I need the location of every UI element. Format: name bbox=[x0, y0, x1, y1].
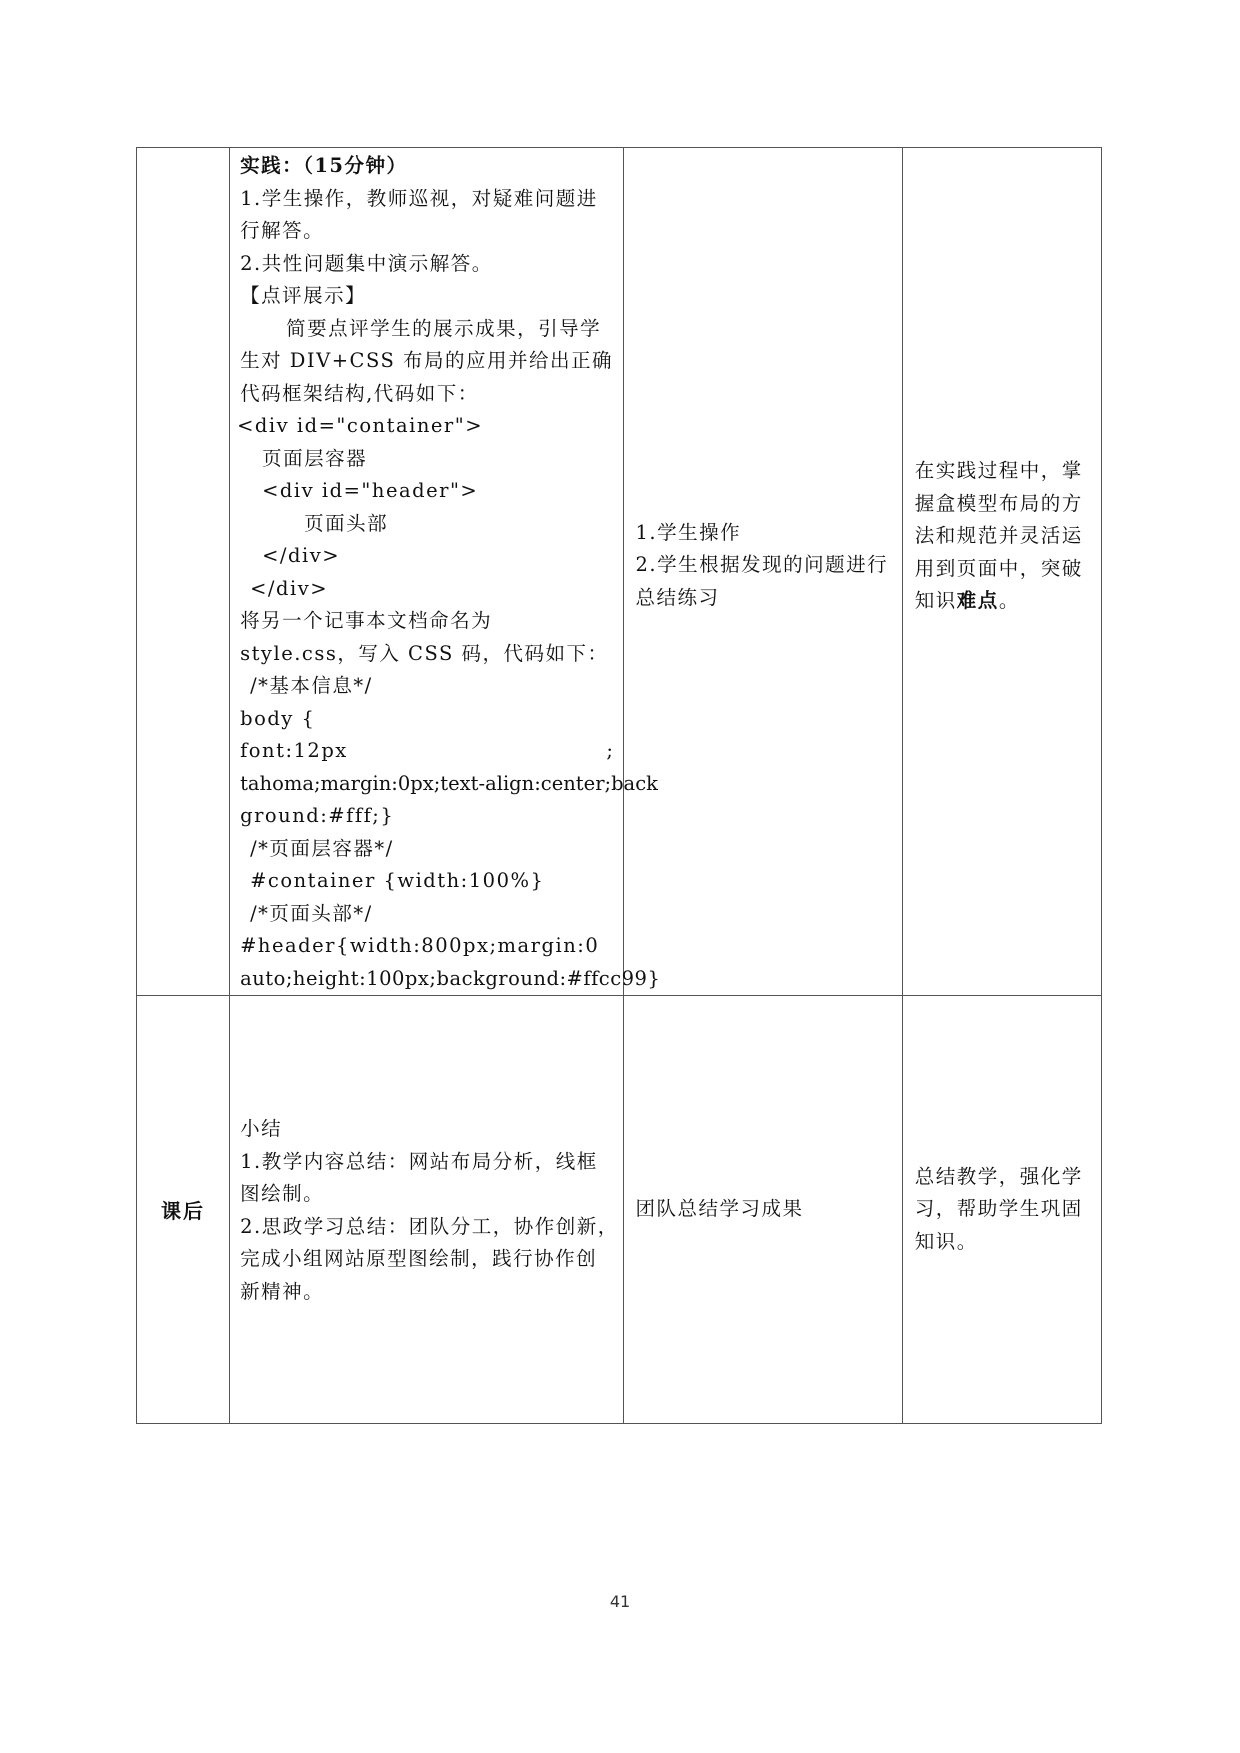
code-line: tahoma;margin:0px;text-align:center;back bbox=[240, 771, 658, 795]
code-line: #container {width:100%} bbox=[250, 869, 545, 892]
intent-keyword: 难点 bbox=[956, 589, 999, 613]
student-line: 总结练习 bbox=[635, 585, 720, 609]
content-line: 代码框架结构,代码如下： bbox=[240, 381, 479, 405]
after-intent-cell bbox=[902, 996, 1101, 1424]
intent-line: 握盒模型布局的方 bbox=[914, 491, 1083, 515]
content-line: 2.共性问题集中演示解答。 bbox=[240, 251, 493, 275]
code-line bbox=[240, 735, 614, 768]
teaching-content-cell bbox=[230, 148, 661, 996]
intent-line bbox=[915, 585, 1091, 618]
summary-line: 完成小组网站原型图绘制，践行协作创 bbox=[240, 1247, 598, 1270]
content-line: 行解答。 bbox=[240, 219, 325, 242]
code-line: auto;height:100px;background:#ffcc99} bbox=[240, 966, 661, 990]
code-comment: /*基本信息*/ bbox=[250, 674, 373, 697]
after-student-cell bbox=[623, 996, 902, 1424]
intent-line: 总结教学，强化学 bbox=[914, 1164, 1083, 1188]
after-content-cell bbox=[230, 996, 623, 1424]
practice-heading: 实践：（15分钟） bbox=[240, 154, 408, 177]
student-line: 1.学生操作 bbox=[635, 520, 742, 544]
intent-line: 习，帮助学生巩固 bbox=[914, 1197, 1083, 1221]
code-line: </div> bbox=[250, 576, 329, 600]
content-line: style.css，写入 CSS 码，代码如下： bbox=[240, 641, 609, 665]
after-student-text: 团队总结学习成果 bbox=[635, 1197, 804, 1221]
lesson-plan-table bbox=[136, 147, 1102, 1424]
code-fragment: font:12px bbox=[240, 739, 348, 762]
code-line: <div id="header"> bbox=[262, 479, 479, 502]
content-line: 简要点评学生的展示成果，引导学 bbox=[286, 316, 602, 340]
student-activity-cell bbox=[623, 148, 902, 996]
code-line: 页面头部 bbox=[304, 511, 389, 535]
intent-line: 用到页面中，突破 bbox=[914, 556, 1083, 580]
content-line: 1.学生操作，教师巡视，对疑难问题进 bbox=[240, 186, 598, 210]
review-heading: 【点评展示】 bbox=[240, 284, 367, 307]
summary-heading: 小结 bbox=[240, 1117, 283, 1140]
code-line: body { bbox=[240, 706, 316, 730]
summary-line: 新精神。 bbox=[240, 1279, 325, 1303]
intent-fragment: 知识 bbox=[914, 589, 957, 613]
code-comment: /*页面层容器*/ bbox=[250, 836, 394, 860]
summary-line: 2.思政学习总结：团队分工，协作创新， bbox=[240, 1214, 619, 1238]
code-fragment: ; bbox=[606, 739, 615, 762]
intent-line: 知识。 bbox=[914, 1229, 978, 1253]
design-intent-cell bbox=[902, 148, 1101, 996]
summary-line: 图绘制。 bbox=[240, 1182, 325, 1205]
intent-line: 在实践过程中，掌 bbox=[914, 459, 1083, 483]
phase-label-after: 课后 bbox=[161, 1199, 206, 1223]
intent-fragment: 。 bbox=[998, 589, 1020, 613]
code-line: </div> bbox=[262, 544, 341, 567]
code-line: 页面层容器 bbox=[262, 446, 368, 470]
after-class-row bbox=[137, 996, 1102, 1424]
content-line: 生对 DIV+CSS 布局的应用并给出正确 bbox=[240, 349, 614, 372]
code-line: #header{width:800px;margin:0 bbox=[240, 934, 600, 957]
student-line: 2.学生根据发现的问题进行 bbox=[635, 553, 889, 577]
intent-line: 法和规范并灵活运 bbox=[914, 524, 1083, 548]
page-number: 41 bbox=[609, 1592, 631, 1611]
code-line: ground:#fff;} bbox=[240, 804, 395, 827]
code-line: <div id="container"> bbox=[237, 414, 484, 437]
phase-cell-practice bbox=[137, 148, 230, 996]
summary-line: 1.教学内容总结：网站布局分析，线框 bbox=[240, 1149, 598, 1173]
phase-cell-after bbox=[137, 996, 230, 1424]
content-line: 将另一个记事本文档命名为 bbox=[240, 609, 493, 632]
practice-row bbox=[137, 148, 1102, 996]
code-comment: /*页面头部*/ bbox=[250, 901, 373, 925]
